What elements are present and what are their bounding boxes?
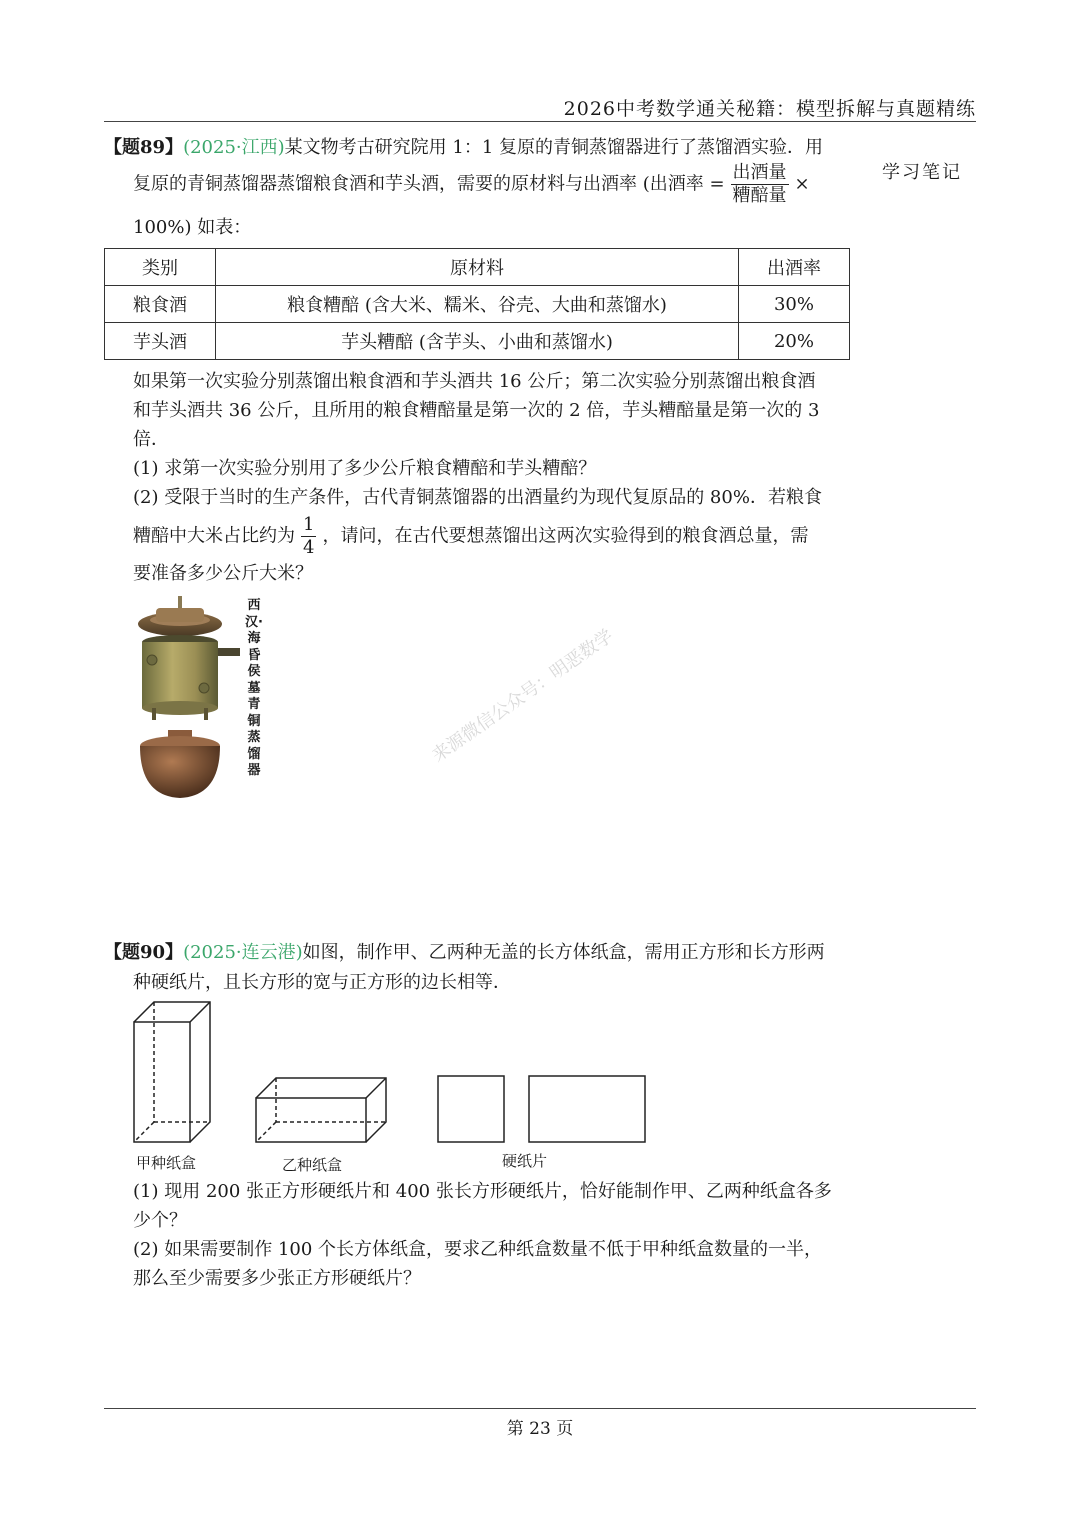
q89-sub-2b-pre: 糟醅中大米占比约为 [133,525,295,547]
q90-source: (2025·连云港) [183,942,303,963]
q89-line-1 [104,134,823,162]
q90-sub-2a: (2) 如果需要制作 100 个长方体纸盒，要求乙种纸盒数量不低于甲种纸盒数量的一半， [133,1239,823,1260]
rectangle-card-figure [529,1076,645,1142]
q89-sub-2b [133,514,808,559]
times-sign: × [794,173,810,195]
box-b-figure [256,1078,386,1142]
q90-sub-1a: (1) 现用 200 张正方形硬纸片和 400 张长方形硬纸片，恰好能制作甲、乙两种纸盒各多 [133,1181,832,1202]
q89-text-2: 复原的青铜蒸馏器蒸馏粮食酒和芋头酒，需要的原材料与出酒率 (出酒率 = [133,173,725,195]
q89-source: (2025·江西) [183,137,285,158]
q90-sub-2b: 那么至少需要多少张正方形硬纸片？ [133,1268,421,1289]
bronze-distiller-image [134,596,244,802]
table-header-cell: 出酒率 [739,249,850,286]
table-cell: 芋头糟醅 (含芋头、小曲和蒸馏水) [216,323,739,360]
header-rule [104,121,976,122]
q89-text-1: 某文物考古研究院用 1：1 复原的青铜蒸馏器进行了蒸馏酒实验．用 [284,137,823,158]
table-row [105,286,850,323]
table-header-cell: 类别 [105,249,216,286]
table-cell: 30% [739,286,850,323]
q89-line-2 [133,162,810,207]
q89-line-3: 100%) 如表： [133,217,252,238]
distiller-image-label: 西汉·海昏侯墓青铜蒸馏器 [245,598,263,778]
fraction-numerator: 1 [303,514,315,535]
study-notes-label: 学习笔记 [882,162,962,183]
q89-sub-1: (1) 求第一次实验分别用了多少公斤粮食糟醅和芋头糟醅？ [133,458,597,479]
q90-line-2: 种硬纸片，且长方形的宽与正方形的边长相等． [133,972,511,993]
footer-rule [104,1408,976,1409]
q90-line-1 [104,939,825,967]
table-row [105,323,850,360]
q90-text-1: 如图，制作甲、乙两种无盖的长方体纸盒，需用正方形和长方形两 [302,942,825,963]
fraction-denominator: 4 [303,537,315,558]
box-b-caption: 乙种纸盒 [282,1156,343,1174]
q90-tag: 【题90】 [104,942,184,963]
q89-para-3: 倍． [133,429,169,450]
cards-caption: 硬纸片 [502,1152,548,1170]
watermark-text: 来源微信公众号：明恶数学 [428,625,618,767]
q89-sub-2c: 要准备多少公斤大米？ [133,563,313,584]
page-number: 第 23 页 [506,1419,574,1439]
square-card-figure [438,1076,504,1142]
box-a-figure [134,1002,210,1142]
table-cell: 芋头酒 [105,323,216,360]
page-header-title: 2026中考数学通关秘籍：模型拆解与真题精练 [563,98,976,120]
q89-para-1: 如果第一次实验分别蒸馏出粮食酒和芋头酒共 16 公斤；第二次实验分别蒸馏出粮食酒 [133,371,816,392]
table-header-row [105,249,850,286]
q89-tag: 【题89】 [104,137,184,158]
box-figures [124,996,664,1156]
fraction-denominator: 糟醅量 [732,185,787,206]
q89-sub-2: (2) 受限于当时的生产条件，古代青铜蒸馏器的出酒量约为现代复原品的 80%．若粮食 [133,487,822,508]
table-cell: 粮食糟醅 (含大米、糯米、谷壳、大曲和蒸馏水) [216,286,739,323]
quarter-fraction [301,514,316,559]
q89-para-2: 和芋头酒共 36 公斤，且所用的粮食糟醅量是第一次的 2 倍，芋头糟醅量是第一次的 3 [133,400,820,421]
fraction-numerator: 出酒量 [732,162,787,183]
box-a-caption: 甲种纸盒 [136,1154,197,1172]
table-cell: 粮食酒 [105,286,216,323]
materials-table [104,248,850,360]
table-header-cell: 原材料 [216,249,739,286]
q90-sub-1b: 少个？ [133,1210,187,1231]
yield-rate-fraction [731,162,789,207]
table-cell: 20% [739,323,850,360]
q89-sub-2b-post: ，请问，在古代要想蒸馏出这两次实验得到的粮食酒总量，需 [322,525,809,547]
